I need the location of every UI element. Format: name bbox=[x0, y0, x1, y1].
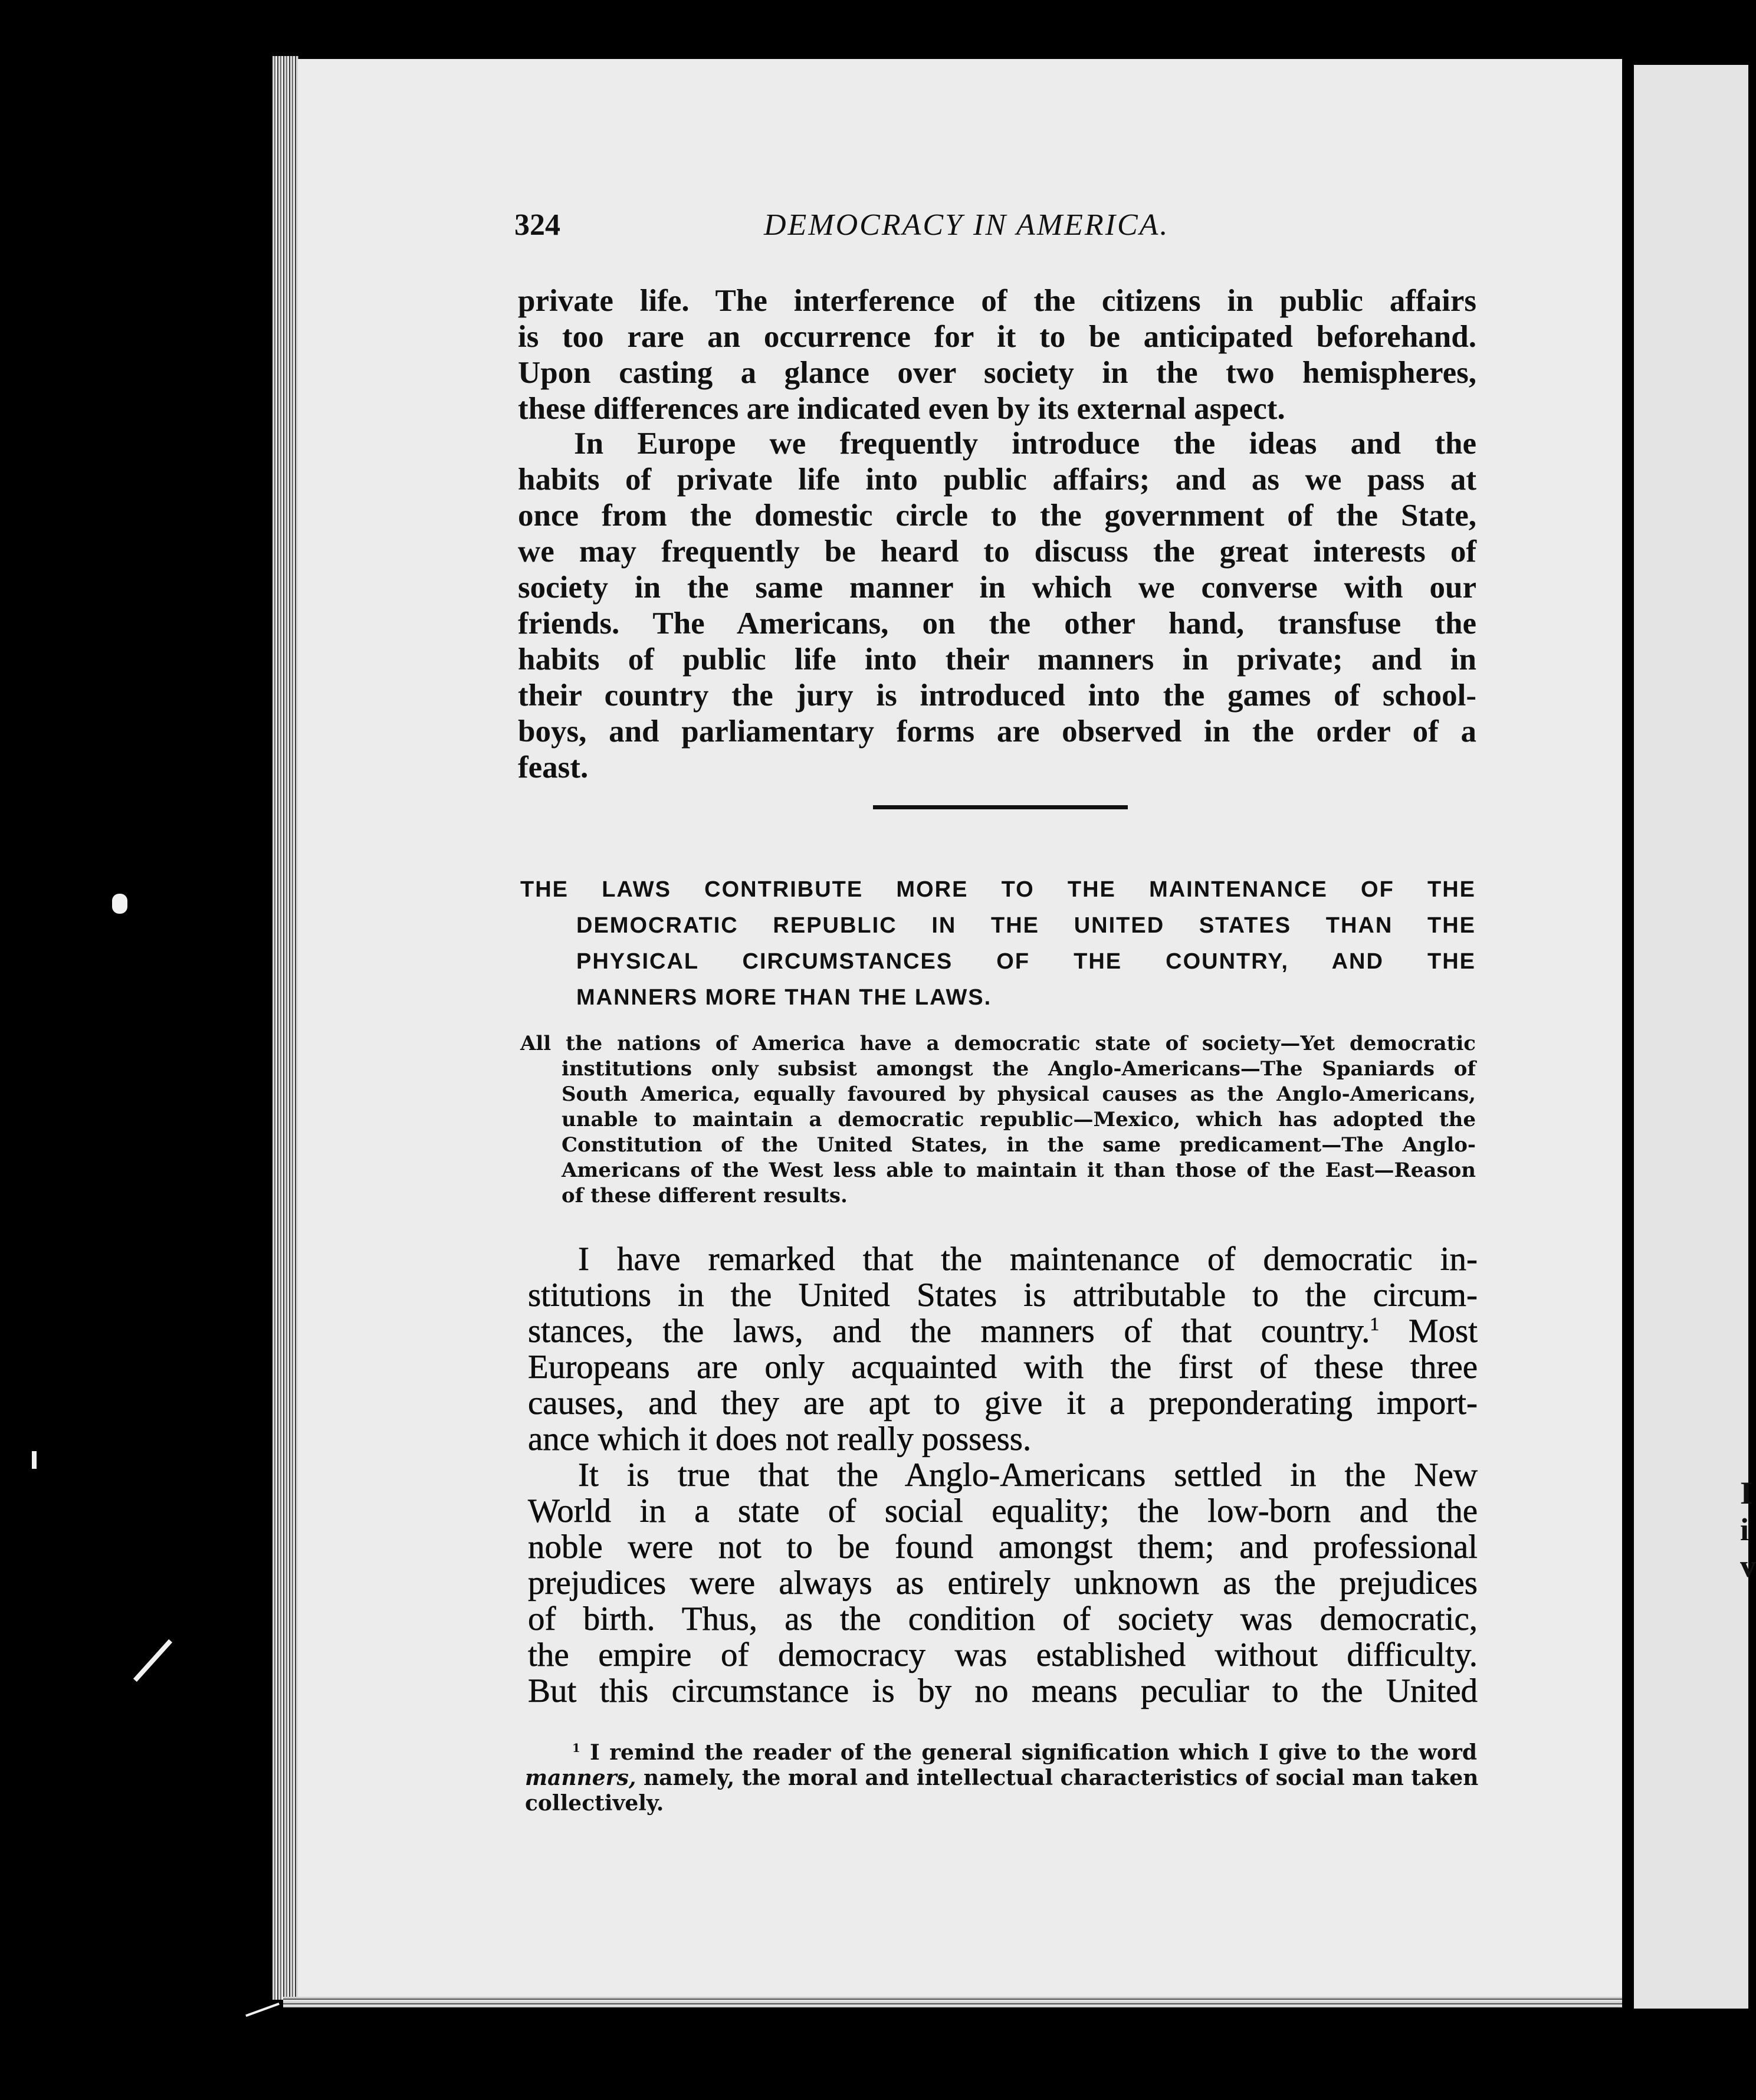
text-line: ance which it does not really possess. bbox=[528, 1420, 1032, 1458]
footnote-ref: 1 bbox=[1370, 1314, 1380, 1334]
footnote bbox=[525, 1740, 1477, 1816]
text-line: feast. bbox=[518, 750, 589, 785]
footnote-line bbox=[525, 1740, 1477, 1766]
text-line: private life. The interference of the citizens in public affairs bbox=[518, 284, 1476, 318]
footnote-line: collectively. bbox=[525, 1791, 664, 1816]
page-title: DEMOCRACY IN AMERICA. bbox=[764, 208, 1170, 242]
text-line: we may frequently be heard to discuss the great interests of bbox=[518, 534, 1476, 569]
paragraph-3 bbox=[528, 1241, 1478, 1709]
next-page-fragment bbox=[1740, 1475, 1756, 1584]
heading-line: THE LAWS CONTRIBUTE MORE TO THE MAINTENANCE OF THE bbox=[520, 877, 1476, 902]
text-line-with-footnote bbox=[528, 1313, 1478, 1349]
text-line: noble were not to be found amongst them; and professional bbox=[528, 1528, 1478, 1566]
paragraph-2 bbox=[518, 426, 1476, 786]
summary-line: of these different results. bbox=[562, 1184, 848, 1208]
speck bbox=[133, 1639, 172, 1682]
fragment-letter: v bbox=[1740, 1548, 1756, 1584]
footnote-line bbox=[525, 1766, 1477, 1791]
section-heading bbox=[520, 872, 1476, 1016]
heading-line: PHYSICAL CIRCUMSTANCES OF THE COUNTRY, AND THE bbox=[576, 949, 1476, 974]
running-head bbox=[514, 208, 1476, 249]
text-line: their country the jury is introduced into the games of school- bbox=[518, 678, 1476, 713]
text-line: of birth. Thus, as the condition of society was democratic, bbox=[528, 1600, 1478, 1638]
text-line: the empire of democracy was established without difficulty. bbox=[528, 1636, 1478, 1674]
text-line: Upon casting a glance over society in the two hemispheres, bbox=[518, 356, 1476, 390]
heading-line: DEMOCRATIC REPUBLIC IN THE UNITED STATES THAN THE bbox=[576, 913, 1476, 938]
text-line: I have remarked that the maintenance of democratic in- bbox=[578, 1241, 1478, 1278]
text-span: I remind the reader of the general signification which I give to the word bbox=[590, 1740, 1477, 1765]
summary-line: South America, equally favoured by physical causes as the Anglo-Americans, bbox=[562, 1082, 1476, 1106]
footnote-marker: 1 bbox=[572, 1741, 580, 1755]
page-number: 324 bbox=[514, 208, 560, 242]
text-line: is too rare an occurrence for it to be anticipated beforehand. bbox=[518, 320, 1476, 354]
summary-line: Americans of the West less able to maintain it than those of the East—Reason bbox=[562, 1159, 1476, 1182]
text-line: boys, and parliamentary forms are observed in the order of a bbox=[518, 714, 1476, 749]
text-line: In Europe we frequently introduce the ideas and the bbox=[574, 426, 1476, 461]
speck bbox=[245, 2003, 280, 2017]
text-span: namely, the moral and intellectual characteristics of social man taken bbox=[643, 1766, 1479, 1790]
text-line: It is true that the Anglo-Americans settled in the New bbox=[578, 1456, 1478, 1494]
text-line: prejudices were always as entirely unknown as the prejudices bbox=[528, 1564, 1478, 1602]
page-edge-stack bbox=[273, 56, 298, 2000]
italic-term: manners, bbox=[525, 1766, 636, 1790]
fragment-letter: I bbox=[1740, 1475, 1753, 1511]
speck bbox=[32, 1451, 37, 1469]
text-span: Most bbox=[1408, 1312, 1478, 1350]
text-line: society in the same manner in which we converse with our bbox=[518, 570, 1476, 605]
page-bottom-edge bbox=[283, 1997, 1622, 2007]
summary-line: institutions only subsist amongst the Anglo-Americans—The Spaniards of bbox=[562, 1057, 1476, 1081]
text-line: Europeans are only acquainted with the first of these three bbox=[528, 1348, 1478, 1386]
text-line: stitutions in the United States is attributable to the circum- bbox=[528, 1277, 1478, 1314]
heading-line: MANNERS MORE THAN THE LAWS. bbox=[576, 985, 992, 1010]
next-page-margin bbox=[1634, 65, 1756, 2009]
text-line: friends. The Americans, on the other hand, transfuse the bbox=[518, 606, 1476, 641]
text-line: these differences are indicated even by its external aspect. bbox=[518, 392, 1285, 426]
text-line: once from the domestic circle to the government of the State, bbox=[518, 498, 1476, 533]
text-line: World in a state of social equality; the low-born and the bbox=[528, 1492, 1478, 1530]
text-line: But this circumstance is by no means peculiar to the United bbox=[528, 1672, 1478, 1709]
fragment-letter: i bbox=[1740, 1512, 1750, 1547]
text-span: stances, the laws, and the manners of that country. bbox=[528, 1312, 1370, 1350]
speck bbox=[112, 894, 127, 914]
chapter-summary bbox=[520, 1031, 1476, 1209]
text-line: habits of private life into public affairs; and as we pass at bbox=[518, 462, 1476, 497]
paragraph-1 bbox=[518, 283, 1476, 427]
summary-line: unable to maintain a democratic republic—Mexico, which has adopted the bbox=[562, 1108, 1476, 1131]
text-line: causes, and they are apt to give it a preponderating import- bbox=[528, 1384, 1478, 1422]
summary-line: Constitution of the United States, in the same predicament—The Anglo- bbox=[562, 1133, 1476, 1157]
section-rule bbox=[873, 805, 1128, 809]
summary-line: All the nations of America have a democratic state of society—Yet democratic bbox=[520, 1032, 1476, 1055]
text-line: habits of public life into their manners in private; and in bbox=[518, 642, 1476, 677]
